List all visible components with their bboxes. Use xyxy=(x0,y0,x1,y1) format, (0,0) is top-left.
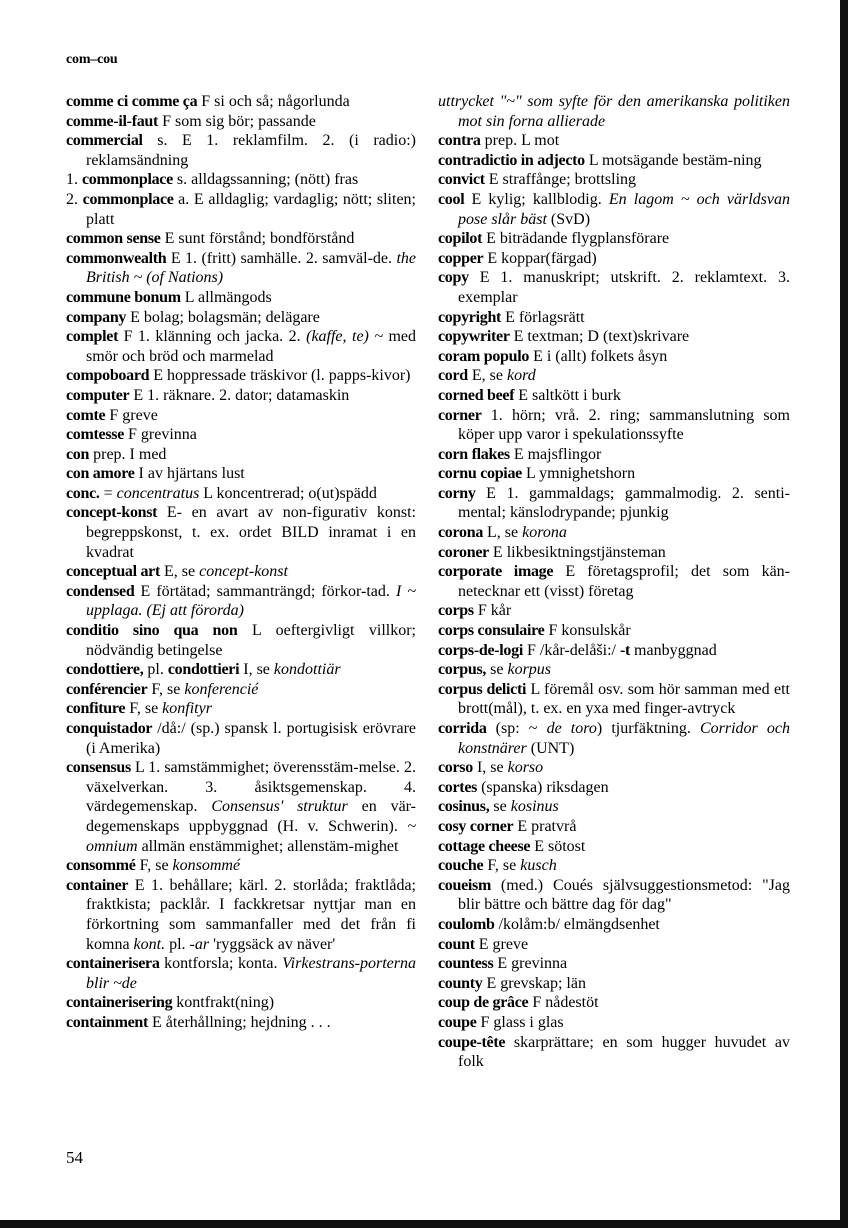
italic-text: konferencié xyxy=(184,680,259,698)
definition-text: L allmängods xyxy=(180,288,272,306)
definition-text: E hoppressade träskivor (l. papps-kivor) xyxy=(149,367,411,385)
headword: consensus xyxy=(66,759,131,777)
definition-text: E grevinna xyxy=(493,955,568,973)
headword: corny xyxy=(438,484,476,502)
definition-text: E förtätad; sammanträngd; förkor-tad. xyxy=(134,582,396,600)
dictionary-entry xyxy=(66,406,416,426)
definition-text: E- en avart av non-figurativ konst: begreppskonst, t. ex. ordet BILD inramat i en kvadrat xyxy=(86,504,416,561)
headword: coupe-tête xyxy=(438,1033,506,1051)
italic-text: korso xyxy=(507,759,544,777)
dictionary-entry xyxy=(438,347,790,367)
dictionary-entry xyxy=(438,660,790,680)
definition-text: prep. I med xyxy=(89,445,167,463)
headword: compoboard xyxy=(66,367,150,385)
definition-text: E bolag; bolagsmän; delägare xyxy=(126,308,320,326)
dictionary-entry xyxy=(438,915,790,935)
definition-text: I, se xyxy=(472,759,508,777)
dictionary-entry xyxy=(66,249,416,288)
definition-text: skarprättare; en som hugger huvudet av folk xyxy=(458,1033,790,1071)
headword: containerisera xyxy=(66,955,160,973)
dictionary-entry xyxy=(438,954,790,974)
italic-text: kord xyxy=(507,367,536,385)
italic-text: de toro xyxy=(546,720,597,737)
italic-text: Consensus' struktur xyxy=(211,798,348,816)
definition-text: E 1. gammaldags; gammalmodig. 2. senti-mental; känslodrypande; pjunkig xyxy=(458,484,790,522)
definition-text: E 1. manuskript; utskrift. 2. reklamtext. 3. exemplar xyxy=(458,269,790,306)
definition-text: E pratvrå xyxy=(513,817,577,835)
headword: cornu copiae xyxy=(438,465,522,483)
definition-text: L, se xyxy=(483,524,523,542)
definition-text: E återhållning; hejdning . . . xyxy=(148,1013,331,1031)
italic-text: ~ omnium xyxy=(86,817,416,855)
definition-text: /då:/ (sp.) spansk l. portugisisk erövrare (i Amerika) xyxy=(86,720,416,757)
dictionary-entry xyxy=(66,660,416,680)
dictionary-entry xyxy=(66,876,416,954)
definition-text: F som sig bör; passande xyxy=(158,112,316,130)
dictionary-entry xyxy=(66,92,416,112)
headword: coupe xyxy=(438,1013,477,1031)
dictionary-entry xyxy=(438,249,790,269)
dictionary-entry xyxy=(438,386,790,406)
dictionary-entry xyxy=(66,308,416,328)
definition-text: (med.) Coués självsuggestionsmetod: "Jag blir bättre och bättre dag för dag" xyxy=(458,876,790,914)
dictionary-entry xyxy=(438,993,790,1013)
dictionary-entry xyxy=(66,993,416,1013)
definition-text: E i (allt) folkets åsyn xyxy=(529,347,668,365)
definition-text: E sunt förstånd; bondförstånd xyxy=(160,230,355,248)
dictionary-entry xyxy=(438,543,790,563)
headword: -t xyxy=(619,641,631,659)
italic-text: kondottiär xyxy=(273,661,341,679)
dictionary-entry xyxy=(66,190,416,229)
definition-text: E, se xyxy=(467,367,508,385)
definition-text: E saltkött i burk xyxy=(514,386,621,404)
italic-text: kosinus xyxy=(510,798,559,816)
definition-text: F grevinna xyxy=(124,426,197,444)
definition-text: E kylig; kallblodig. xyxy=(464,190,609,208)
definition-text: F nådestöt xyxy=(528,994,599,1012)
definition-text: a. E alldaglig; vardaglig; nött; sliten; platt xyxy=(86,190,416,228)
headword: cord xyxy=(438,367,468,385)
headword: county xyxy=(438,974,483,992)
definition-text: I, se xyxy=(239,661,274,679)
headword: coup de grâce xyxy=(438,994,529,1012)
headword: con xyxy=(66,445,90,463)
dictionary-entry xyxy=(66,582,416,621)
dictionary-entry xyxy=(438,151,790,171)
definition-text: L föremål osv. som hör samman med ett brott(mål), t. ex. en yxa med finger-avtryck xyxy=(458,680,790,718)
definition-text: /kolåm:b/ elmängdsenhet xyxy=(494,915,660,933)
dictionary-entry xyxy=(438,1033,790,1072)
headword: coulomb xyxy=(438,915,495,933)
headword: copilot xyxy=(438,230,483,248)
definition-text: prep. L mot xyxy=(480,132,560,150)
definition-text: E sötost xyxy=(530,837,586,855)
definition-text: F si och så; någorlunda xyxy=(197,93,350,110)
headword: corps xyxy=(438,602,474,620)
definition-text: (sp: ~ xyxy=(486,720,547,737)
dictionary-entry xyxy=(438,190,790,229)
definition-text: E förlagsrätt xyxy=(501,308,585,326)
dictionary-entry xyxy=(438,308,790,328)
definition-text: s. alldagssanning; (nött) fras xyxy=(172,171,359,189)
italic-text: kusch xyxy=(520,857,557,875)
headword: coroner xyxy=(438,543,489,561)
italic-text: uttrycket "~" som syfte för den amerikanska politiken mot sin forna allierade xyxy=(438,93,790,130)
headword: commonwealth xyxy=(66,249,167,267)
headword: count xyxy=(438,935,475,953)
italic-text: konsommé xyxy=(172,857,241,875)
definition-text: (spanska) riksdagen xyxy=(477,778,609,796)
definition-text: 1. xyxy=(66,171,82,189)
dictionary-entry xyxy=(66,954,416,993)
definition-text: F konsulskår xyxy=(544,622,631,640)
definition-text: E koppar(färgad) xyxy=(483,249,597,267)
italic-text: korpus xyxy=(507,661,552,679)
headword: copper xyxy=(438,249,484,267)
dictionary-entry xyxy=(66,327,416,366)
dictionary-entry xyxy=(66,484,416,504)
dictionary-entry xyxy=(438,92,790,131)
headword: computer xyxy=(66,386,130,404)
dictionary-entry xyxy=(438,935,790,955)
definition-text: kontfrakt(ning) xyxy=(172,994,275,1012)
dictionary-entry xyxy=(66,425,416,445)
definition-text: ) tjurfäktning. xyxy=(596,720,700,737)
italic-text: the British ~ (of Nations) xyxy=(86,249,416,287)
dictionary-entry xyxy=(66,680,416,700)
definition-text: med smör och bröd och marmelad xyxy=(86,328,417,365)
dictionary-entry xyxy=(66,366,416,386)
italic-text: (kaffe, te) ~ xyxy=(306,328,383,346)
headword: comte xyxy=(66,406,106,424)
dictionary-entry xyxy=(66,445,416,465)
definition-text: E grevskap; län xyxy=(482,974,586,992)
headword: comtesse xyxy=(66,426,125,444)
definition-text: F, se xyxy=(125,700,163,718)
headword: cool xyxy=(438,190,465,208)
definition-text: 'ryggsäck av näver' xyxy=(209,935,336,953)
headword: corps consulaire xyxy=(438,622,545,640)
dictionary-entry xyxy=(438,856,790,876)
headword: confiture xyxy=(66,700,126,718)
definition-text: 1. hörn; vrå. 2. ring; sammanslutning som köper upp varor i spekulationssyfte xyxy=(458,406,790,444)
dictionary-entry xyxy=(66,719,416,758)
dictionary-entry xyxy=(66,856,416,876)
definition-text: E 1. (fritt) samhälle. 2. samväl-de. xyxy=(166,249,397,267)
definition-text: F 1. klänning och jacka. 2. xyxy=(118,328,307,346)
dictionary-entry xyxy=(66,229,416,249)
left-column xyxy=(66,92,416,1033)
headword: countess xyxy=(438,955,494,973)
definition-text: I av hjärtans lust xyxy=(134,465,245,483)
definition-text: E textman; D (text)skrivare xyxy=(509,328,690,346)
headword: corona xyxy=(438,524,484,542)
dictionary-entry xyxy=(438,523,790,543)
dictionary-entry xyxy=(438,131,790,151)
headword: corned beef xyxy=(438,386,515,404)
definition-text: 2. xyxy=(66,190,83,208)
definition-text: en vär-degemenskaps uppbyggnad (H. v. Schwerin). xyxy=(86,798,416,835)
dictionary-entry xyxy=(66,386,416,406)
dictionary-entry xyxy=(438,601,790,621)
headword: corpus, xyxy=(438,661,487,679)
headword: containerisering xyxy=(66,994,173,1012)
headword: couche xyxy=(438,857,484,875)
headword: complet xyxy=(66,328,119,346)
definition-text: E greve xyxy=(474,935,529,953)
headword: conceptual art xyxy=(66,563,161,581)
definition-text: F kår xyxy=(473,602,512,620)
headword: corporate image xyxy=(438,563,554,581)
headword: commonplace xyxy=(82,171,173,189)
dictionary-entry xyxy=(66,562,416,582)
dictionary-entry xyxy=(66,131,416,170)
headword: containment xyxy=(66,1013,149,1031)
headword: condottieri xyxy=(167,661,240,679)
definition-text: L motsägande bestäm-ning xyxy=(584,151,762,169)
definition-text: allmän enstämmighet; allenstäm-mighet xyxy=(137,837,399,855)
italic-text: En lagom ~ och världsvan pose slår bäst xyxy=(458,190,790,228)
headword: convict xyxy=(438,171,485,189)
dictionary-entry xyxy=(438,680,790,719)
headword: conc. xyxy=(66,484,100,502)
headword: coram populo xyxy=(438,347,530,365)
definition-text: se xyxy=(489,798,511,816)
dictionary-entry xyxy=(66,464,416,484)
headword: contra xyxy=(438,132,481,150)
dictionary-entry xyxy=(66,699,416,719)
definition-text: E, se xyxy=(160,563,200,581)
headword: con amore xyxy=(66,465,135,483)
page-number: 54 xyxy=(66,1148,83,1167)
dictionary-entry xyxy=(66,1013,416,1033)
definition-text: E 1. räknare. 2. dator; datamaskin xyxy=(129,386,350,404)
headword: corso xyxy=(438,759,473,777)
headword: copyright xyxy=(438,308,502,326)
headword: conditio sino qua non xyxy=(66,622,238,640)
italic-text: Virkestrans-porterna blir ~de xyxy=(86,955,416,992)
dictionary-entry xyxy=(438,562,790,601)
definition-text: F, se xyxy=(147,680,185,698)
definition-text: (UNT) xyxy=(526,739,575,757)
dictionary-entry xyxy=(438,464,790,484)
definition-text: s. E 1. reklamfilm. 2. (i radio:) reklamsändning xyxy=(86,132,416,169)
dictionary-entry xyxy=(438,484,790,523)
dictionary-entry xyxy=(438,876,790,915)
headword: commonplace xyxy=(82,190,174,208)
italic-text: konfityr xyxy=(162,700,212,718)
headword: contradictio in adjecto xyxy=(438,151,585,169)
italic-text: concentratus xyxy=(116,484,200,502)
definition-text: L 1. samstämmighet; överensstäm-melse. 2. växelverkan. 3. åsiktsgemenskap. 4. värdegemenskap. xyxy=(86,759,416,816)
definition-text: F, se xyxy=(483,857,521,875)
definition-text: se xyxy=(486,661,508,679)
dictionary-entry xyxy=(438,268,790,307)
headword: container xyxy=(66,876,129,894)
dictionary-entry xyxy=(66,288,416,308)
definition-text: pl. xyxy=(143,661,168,679)
dictionary-entry xyxy=(438,778,790,798)
dictionary-entry xyxy=(66,503,416,562)
headword: corn flakes xyxy=(438,445,510,463)
italic-text: concept-konst xyxy=(199,563,288,581)
definition-text: (SvD) xyxy=(546,210,591,228)
headword: conquistador xyxy=(66,720,153,737)
headword: coueism xyxy=(438,876,492,894)
italic-text: I ~ upplaga. (Ej att förorda) xyxy=(86,582,416,620)
dictionary-entry xyxy=(438,817,790,837)
headword: consommé xyxy=(66,857,136,875)
dictionary-entry xyxy=(438,719,790,758)
headword: conférencier xyxy=(66,680,148,698)
dictionary-entry xyxy=(438,974,790,994)
headword: condensed xyxy=(66,582,135,600)
dictionary-entry xyxy=(438,170,790,190)
definition-text: E likbesiktningstjänsteman xyxy=(488,543,666,561)
dictionary-entry xyxy=(66,170,416,190)
headword: company xyxy=(66,308,127,326)
headword: cottage cheese xyxy=(438,837,531,855)
headword: corner xyxy=(438,406,482,424)
definition-text: L oeftergivligt villkor; nödvändig betingelse xyxy=(86,622,417,659)
definition-text: manbyggnad xyxy=(630,641,717,659)
headword: condottiere, xyxy=(66,661,144,679)
right-column xyxy=(438,92,790,1072)
headword: copy xyxy=(438,269,469,287)
dictionary-entry xyxy=(438,229,790,249)
dictionary-entry xyxy=(438,641,790,661)
definition-text: L ymnighetshorn xyxy=(521,465,636,483)
headword: commune bonum xyxy=(66,288,181,306)
headword: copywriter xyxy=(438,328,510,346)
dictionary-entry xyxy=(66,112,416,132)
headword: common sense xyxy=(66,230,161,248)
dictionary-entry xyxy=(438,797,790,817)
dictionary-entry xyxy=(438,406,790,445)
definition-text: = xyxy=(99,484,117,502)
dictionary-entry xyxy=(438,621,790,641)
italic-text: kont. xyxy=(133,935,166,953)
definition-text: F /kår-delåši:/ xyxy=(522,641,620,659)
italic-text: -ar xyxy=(189,935,210,953)
definition-text: E biträdande flygplansförare xyxy=(482,230,670,248)
dictionary-entry xyxy=(438,837,790,857)
definition-text: L koncentrerad; o(ut)spädd xyxy=(199,484,377,502)
headword: commercial xyxy=(66,132,143,150)
dictionary-entry xyxy=(438,445,790,465)
definition-text: E straffånge; brottsling xyxy=(484,171,637,189)
dictionary-entry xyxy=(438,758,790,778)
dictionary-entry xyxy=(66,621,416,660)
definition-text: E majsflingor xyxy=(509,445,602,463)
page-edge-bottom xyxy=(0,1220,848,1228)
italic-text: Corridor och konstnärer xyxy=(458,720,790,757)
definition-text: kontforsla; konta. xyxy=(159,955,283,973)
definition-text: F greve xyxy=(105,406,158,424)
dictionary-entry xyxy=(438,1013,790,1033)
definition-text: F glass i glas xyxy=(476,1013,564,1031)
definition-text: E 1. behållare; kärl. 2. storlåda; fraktlåda; fraktkista; packlår. I fackkretsar nyttjar man en förkortning som sammanfaller med det från fi komna xyxy=(86,876,416,953)
headword: cosinus, xyxy=(438,798,490,816)
headword: corrida xyxy=(438,720,487,737)
headword: concept-konst xyxy=(66,504,158,522)
headword: cortes xyxy=(438,778,478,796)
page-edge-right xyxy=(840,0,848,1228)
definition-text: pl. xyxy=(165,935,190,953)
headword: corps-de-logi xyxy=(438,641,523,659)
dictionary-entry xyxy=(438,366,790,386)
dictionary-entry xyxy=(438,327,790,347)
running-head: com–cou xyxy=(66,52,118,67)
definition-text: E företagsprofil; det som kän-netecknar ett (visst) företag xyxy=(458,563,790,600)
headword: comme-il-faut xyxy=(66,112,159,130)
definition-text: F, se xyxy=(135,857,173,875)
headword: cosy corner xyxy=(438,817,514,835)
headword: corpus delicti xyxy=(438,680,527,698)
dictionary-entry xyxy=(66,758,416,856)
headword: comme ci comme ça xyxy=(66,93,198,110)
italic-text: korona xyxy=(522,524,567,542)
